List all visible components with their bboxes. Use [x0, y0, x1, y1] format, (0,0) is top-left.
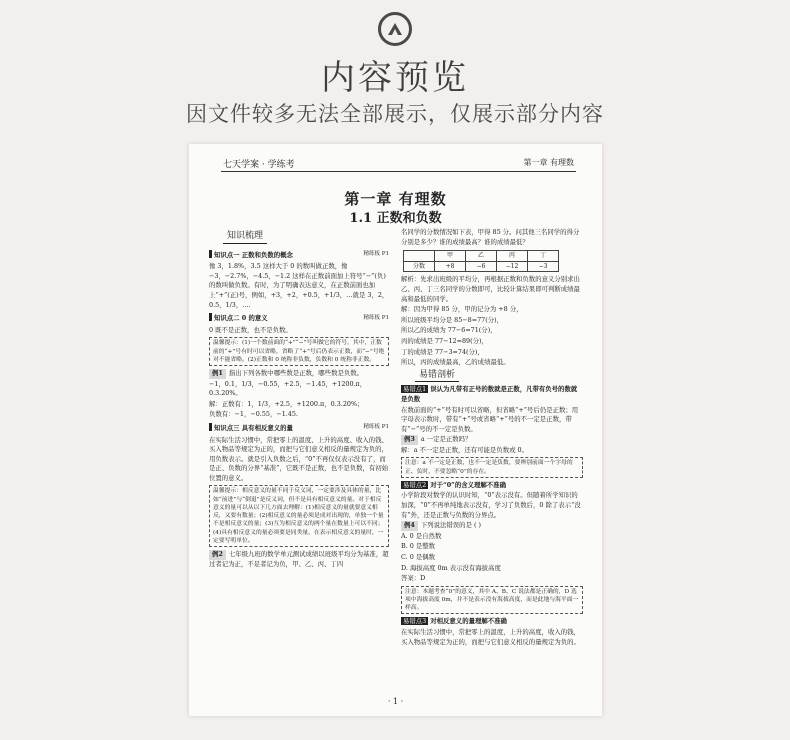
tip-box-2: 温馨提示：相反意义的量不同于反义词，一定要涉及具体的量，比如“前进”与“倒退”是反义词，但不是具有相反意义的量。对于相反意义的量可以从以下几方面去理解：(1)相反意义的量就要意义相反，又要有数量；(2)相反意义的量必须是成对出现的，单独一个量不是相反意义的量；(3)互为相反意义的两个量在数量上可以不同；(4)具有相反意义的量必须要是同类量，在表示相反意义的量时，一定要写明单位。 — [209, 485, 389, 546]
kp1-label: 知识点一 正数和负数的概念 — [209, 250, 293, 261]
error-1-text: 在数前面的“+”号有时可以省略，但省略“+”号后仍是正数；用字母表示数时，带有“+”号或省略“+”号的不一定是正数，带有“−”号的不一定是负数。 — [401, 405, 579, 433]
header-rule — [221, 171, 576, 172]
example-3-answer: 解：a 不一定是正数，还有可能是负数或 0。 — [401, 445, 528, 454]
note-box-3: 注意：a 不一定是正数，也不一定是负数，要辨别前面一个字母的正、负时，不要忽略“0”的存在。 — [401, 457, 583, 477]
chapter-title: 第一章 有理数 — [344, 190, 447, 208]
example-4-tag: 例4 — [401, 521, 418, 531]
solution-line: 所以，丙的成绩最高，乙的成绩最低。 — [401, 358, 510, 367]
example-2-tag: 例2 — [209, 550, 226, 560]
example-1-tag: 例1 — [209, 369, 226, 379]
error-point-2 — [401, 481, 583, 491]
score-table — [403, 250, 559, 272]
example-1-answer-2: 负数有：−1，−0.55，−1.45. — [209, 410, 298, 419]
option-a: A. 0 是自然数 — [401, 531, 442, 540]
tip-box-1: 温馨提示：(1)一个数前面的“+”“−”号叫做它的符号，其中，正数前的“+”号有时可以省略，省略了“+”号后仍表示正数，而“−”号绝对不能省略。(2)正数和 0 统称非负数，负数和 0 统称非正数。 — [209, 337, 389, 366]
solution-line: 所以乙的成绩为 77−6=71(分)， — [401, 326, 497, 335]
example-2 — [209, 550, 389, 569]
section-title: 1.1 正数和负数 — [349, 211, 442, 226]
knowledge-point-1 — [209, 250, 389, 261]
table-cell: 丁 — [528, 251, 559, 262]
running-header-left: 七天学案 · 学练考 — [223, 160, 295, 170]
solution-line: 解：因为甲得 85 分，甲的记分为 +8 分， — [401, 305, 523, 314]
table-cell: 乙 — [466, 251, 497, 262]
example-2-text: 七年级九班的数学单元测试成绩以班级平均分为基准，超过者记为正，不足者记为负，甲、乙、丙、丁四 — [209, 549, 389, 568]
table-cell — [404, 251, 435, 262]
kp3-text: 在实际生活习惯中，常把零上的温度、上升的高度、收入的钱、买入物品等规定为正的，而把与它们意义相反的量规定为负的，用负数表示。就是引入负数之后，“0”不再仅仅表示没有了，而是正、负数的分界“基准”，它既不是正数，也不是负数，有初始位置的意义。 — [209, 435, 389, 482]
solution-line: 丙的成绩是 77−12=89(分)， — [401, 336, 488, 345]
kp2-label: 知识点二 0 的意义 — [209, 313, 268, 324]
knowledge-point-2 — [209, 313, 389, 324]
table-row — [404, 261, 559, 272]
error-point-3 — [401, 617, 583, 627]
error-point-1 — [401, 385, 583, 404]
example-1-answer-1: 解：正数有：1，1/3，+2.5，+1200.π，0.3.20%； — [209, 399, 364, 408]
chevron-up-icon — [378, 12, 412, 46]
knowledge-point-3 — [209, 423, 389, 434]
error-analysis-heading: 易错剖析 — [415, 371, 459, 383]
table-cell: −6 — [466, 261, 497, 272]
example-4 — [401, 521, 583, 531]
error-1-tag: 易错点1 — [403, 385, 427, 394]
right-column — [401, 228, 583, 648]
table-cell: +8 — [435, 261, 466, 272]
error-3-title: 对相反意义的量理解不准确 — [430, 617, 507, 626]
error-3-text: 在实际生活习惯中，常把零上的温度，上升的高度，收入的钱，买入物品等规定为正的，而把与它们意义相反的量规定为负的。 — [401, 628, 580, 646]
option-b: B. 0 是整数 — [401, 542, 436, 551]
running-header-right: 第一章 有理数 — [523, 158, 574, 167]
kp3-label: 知识点三 具有相反意义的量 — [209, 423, 293, 434]
kp3-ref: 精练板 P1 — [363, 424, 389, 431]
knowledge-heading: 知识梳理 — [223, 232, 267, 244]
example-1-list: −1，0.1，1/3，−0.55，+2.5，−1.45，+1200.π，0.3.20%。 — [209, 379, 367, 398]
table-cell: 甲 — [435, 251, 466, 262]
table-header-row — [404, 251, 559, 262]
page-number: · 1 · — [387, 697, 404, 706]
error-2-text: 小学阶段对数学的认识时知，“0”表示没有。但随着所学知识的加深，“0”不再单纯地表示没有，学习了负数后，0 除了表示“没有”外，还是正数与负数的分界点。 — [401, 491, 581, 519]
document-page — [189, 144, 602, 716]
table-cell: 丙 — [497, 251, 528, 262]
example-2-continued: 名同学的分数情况如下表，甲得 85 分。问其他三名同学的得分分别是多少？谁的成绩最高？谁的成绩最低？ — [401, 228, 580, 246]
example-1-text: 指出下列各数中哪些数是正数，哪些数是负数。 — [228, 368, 364, 377]
example-4-text: 下列说法错误的是 ( ) — [420, 521, 482, 530]
option-c: C. 0 是偶数 — [401, 553, 435, 562]
left-column — [209, 230, 389, 570]
example-4-answer: 答案：D — [401, 574, 426, 583]
note-box-4: 注意：本题考查“0”的意义，其中 A、B、C 说法都是正确的，D 选项中海拔高度 0m，并不是表示没有海拔高度，而是此地与海平面一样高。 — [401, 586, 583, 615]
kp1-text: 像 3，1.8%，3.5 这样大于 0 的数叫做正数，像 −3，−2.7%，−4.5，−1.2 这样在正数前面加上符号“−”(负)的数叫做负数。有时，为了明确表达意义，在正数前面也加上“+”(正)号，例如，+3，+2，+0.5，+1/3，…就是 3，2，0.5，1/3，…. — [209, 262, 389, 309]
kp1-ref: 精练板 P1 — [363, 251, 389, 258]
example-3-tag: 例3 — [401, 435, 418, 445]
kp2-ref: 精练板 P1 — [363, 314, 389, 321]
example-1 — [209, 369, 389, 379]
option-d: D. 海拔高度 0m 表示没有海拔高度 — [401, 563, 501, 572]
error-2-title: 对于“0”的含义理解不准确 — [430, 480, 506, 489]
analysis-text: 解析：先求出班级的平均分，再根据正数和负数的意义分别求出乙、丙、丁三名同学的分数即可，比较计算结果即可判断成绩最高和最低的同学。 — [401, 275, 580, 303]
example-3-text: a 一定是正数吗？ — [420, 435, 472, 444]
solution-line: 丁的成绩是 77−3=74(分)， — [401, 347, 484, 356]
kp2-text: 0 既不是正数，也不是负数。 — [209, 325, 292, 334]
preview-subtitle: 因文件较多无法全部展示，仅展示部分内容 — [186, 102, 604, 126]
error-1-title: 误认为凡带有正号的数就是正数，凡带有负号的数就是负数 — [401, 385, 578, 403]
solution-line: 所以班级平均分是 85−8=77(分)， — [401, 315, 503, 324]
table-cell: −12 — [497, 261, 528, 272]
preview-title: 内容预览 — [321, 58, 469, 98]
example-3 — [401, 435, 583, 445]
error-3-tag: 易错点3 — [403, 617, 427, 626]
error-2-tag: 易错点2 — [403, 480, 427, 489]
table-cell: −3 — [528, 261, 559, 272]
table-cell: 分数 — [404, 261, 435, 272]
